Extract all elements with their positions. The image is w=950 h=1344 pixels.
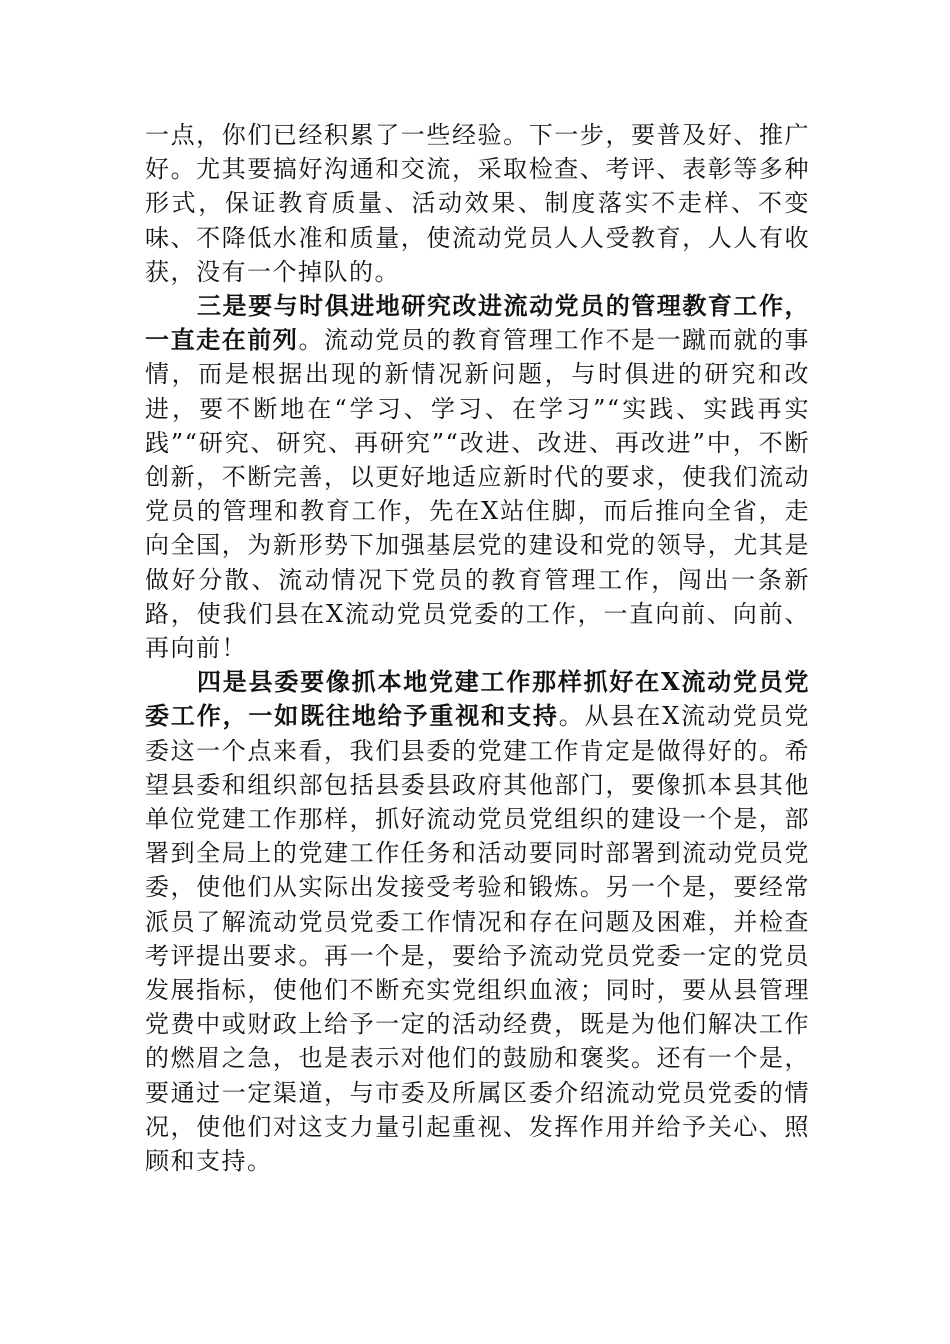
paragraph-text: 。从县在X流动党员党委这一个点来看，我们县委的党建工作肯定是做得好的。希望县委和组织部包括县委县政府其他部门，要像抓本县其他单位党建工作那样，抓好流动党员党组织的建设一个是，部署到全局上的党建工作任务和活动要同时部署到流动党员党委，使他们从实际出发接受考验和锻炼。另一个是，要经常派员了解流动党员党委工作情况和存在问题及困难，并检查考评提出要求。再一个是，要给予流动党员党委一定的党员发展指标，使他们不断充实党组织血液；同时，要从县管理党费中或财政上给予一定的活动经费，既是为他们解决工作的燃眉之急，也是表示对他们的鼓励和褒奖。还有一个是，要通过一定渠道，与市委及所属区委介绍流动党员党委的情况，使他们对这支力量引起重视、发挥作用并给予关心、照顾和支持。 (145, 702, 810, 1176)
paragraph-point-three (145, 289, 810, 665)
paragraph-point-four (145, 665, 810, 1178)
paragraph-text: 一点，你们已经积累了一些经验。下一步，要普及好、推广好。尤其要搞好沟通和交流，采取检查、考评、表彰等多种形式，保证教育质量、活动效果、制度落实不走样、不变味、不降低水准和质量，使流动党员人人受教育，人人有收获，没有一个掉队的。 (145, 121, 810, 286)
paragraph-lead-heading: 四是县委要像抓本地党建工作那样抓好在X流动党员党委工作，一如既往地给予重视和支持 (145, 667, 810, 731)
document-body (145, 118, 810, 1178)
paragraph-lead-heading: 三是要与时俱进地研究改进流动党员的管理教育工作，一直走在前列 (145, 291, 810, 355)
paragraph-continuation (145, 118, 810, 289)
paragraph-text: 。流动党员的教育管理工作不是一蹴而就的事情，而是根据出现的新情况新问题，与时俱进的研究和改进，要不断地在“学习、学习、在学习”“实践、实践再实践”“研究、研究、再研究”“改进、改进、再改进”中，不断创新，不断完善，以更好地适应新时代的要求，使我们流动党员的管理和教育工作，先在X站住脚，而后推向全省，走向全国，为新形势下加强基层党的建设和党的领导，尤其是做好分散、流动情况下党员的教育管理工作，闯出一条新路，使我们县在X流动党员党委的工作，一直向前、向前、再向前！ (145, 326, 811, 663)
